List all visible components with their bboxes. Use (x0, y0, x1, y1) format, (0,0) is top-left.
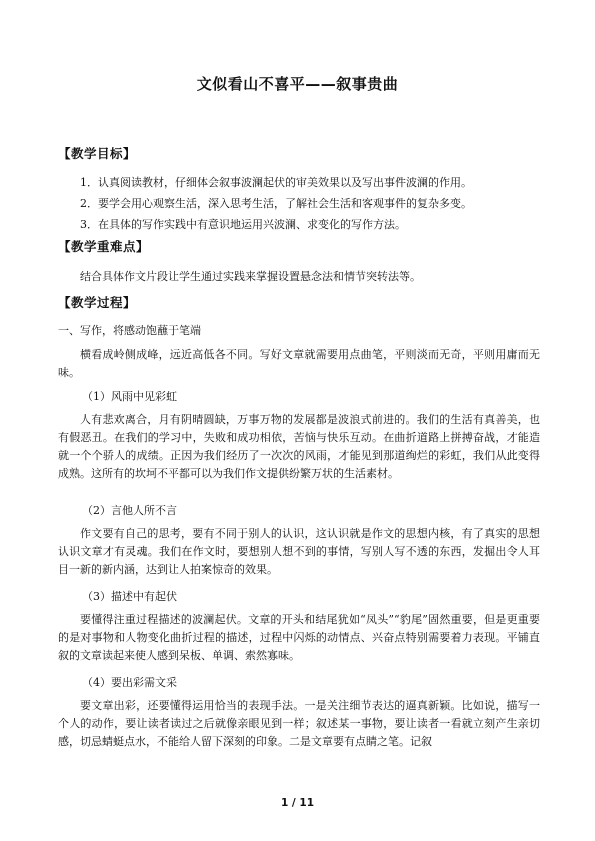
objective-item-1: 1．认真阅读教材，仔细体会叙事波澜起伏的审美效果以及写出事件波澜的作用。 (80, 176, 472, 189)
key-points-heading: 【教学重难点】 (58, 239, 150, 254)
subsection-4-title: （4）要出彩需文采 (82, 676, 177, 689)
section-one-intro: 横看成岭侧成峰，远近高低各不同。写好文章就需要用点曲笔，平则淡而无奇，平则用庸而无味。 (58, 348, 540, 379)
subsection-3-text: 要懂得注重过程描述的波澜起伏。文章的开头和结尾犹如“凤头”“豹尾”固然重要，但是更重要的是对事物和人物变化曲折过程的描述，过程中闪烁的动情点、兴奋点特别需要着力表现。平铺直叙的文章读起来使人感到呆板、单调、索然寡味。 (58, 613, 540, 662)
objective-item-2: 2．要学会用心观察生活，深入思考生活，了解社会生活和客观事件的复杂多变。 (80, 197, 472, 210)
subsection-4-text: 要文章出彩，还要懂得运用恰当的表现手法。一是关注细节表达的逼真新颖。比如说，描写一个人的动作，要让读者读过之后就像亲眼见到一样；叙述某一事物，要让读者一看就立刻产生亲切感，切忌蜻蜓点水，不能给人留下深刻的印象。二是文章要有点睛之笔。记叙 (58, 699, 540, 748)
subsection-2-text: 作文要有自己的思考，要有不同于别人的认识，这认识就是作文的思想内核，有了真实的思想认识文章才有灵魂。我们在作文时，要想别人想不到的事情，写别人写不透的东西，发掘出令人耳目一新的新内涵，达到让人拍案惊奇的效果。 (58, 527, 540, 576)
subsection-2-title: （2）言他人所不言 (82, 504, 177, 517)
page-number: 1 / 11 (280, 797, 315, 809)
objective-item-3: 3．在具体的写作实践中有意识地运用兴波澜、求变化的写作方法。 (80, 218, 406, 231)
key-points-text: 结合具体作文片段让学生通过实践来掌握设置悬念法和情节突转法等。 (80, 270, 421, 283)
subsection-3-title: （3）描述中有起伏 (82, 590, 177, 603)
objectives-heading: 【教学目标】 (58, 146, 137, 161)
subsection-1-text: 人有悲欢离合，月有阴晴圆缺，万事万物的发展都是波浪式前进的。我们的生活有真善美，也有假恶丑。在我们的学习中，失败和成功相依，苦恼与快乐互动。在曲折道路上拼搏奋战，才能造就一个个骄人的成绩。正因为我们经历了一次次的风雨，才能见到那道绚烂的彩虹，我们从此变得成熟。这所有的坎坷不平都可以为我们作文提供纷繁万状的生活素材。 (58, 413, 540, 480)
section-one-title: 一、写作，将感动饱蘸于笔端 (58, 324, 201, 337)
process-heading: 【教学过程】 (58, 295, 137, 310)
subsection-1-title: （1）风雨中见彩虹 (82, 390, 177, 403)
document-title: 文似看山不喜平——叙事贵曲 (196, 75, 399, 93)
